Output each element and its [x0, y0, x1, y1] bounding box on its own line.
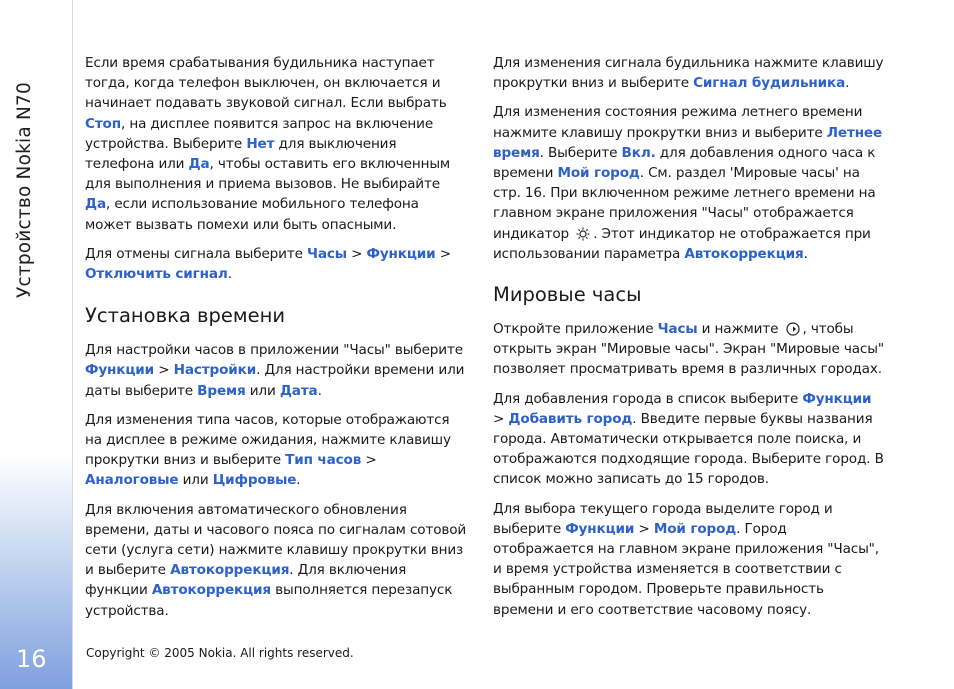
- menu-keyword: Автокоррекция: [151, 582, 272, 599]
- menu-keyword: Сигнал будильника: [693, 75, 846, 92]
- menu-keyword: Отключить сигнал: [85, 266, 228, 283]
- paragraph: Для включения автоматического обновления времени, даты и часового пояса по сигналам сотовой сети (услуга сети) нажмите клавишу прокрутки вниз и выберите Автокоррекция. Для включения функции Автокоррекция выполняется перезапуск устройства.: [85, 501, 467, 619]
- section-title: Устройство Nokia N70: [14, 82, 35, 298]
- sun-icon: [576, 227, 590, 241]
- menu-keyword: Часы: [657, 321, 698, 338]
- menu-keyword: Цифровые: [212, 472, 297, 489]
- menu-keyword: Автокоррекция: [170, 562, 290, 579]
- menu-keyword: Тип часов: [285, 452, 362, 469]
- menu-keyword: Мой город: [557, 165, 640, 182]
- menu-keyword: Дата: [279, 382, 318, 399]
- paragraph: Для изменения типа часов, которые отображаются на дисплее в режиме ожидания, нажмите клавишу прокрутки вниз и выберите Тип часов > Аналоговые или Цифровые.: [85, 411, 451, 489]
- menu-keyword: Нет: [246, 135, 275, 152]
- menu-keyword: Стоп: [85, 115, 121, 132]
- menu-keyword: Да: [85, 196, 106, 213]
- sidebar: [0, 0, 73, 689]
- menu-keyword: Мой город: [653, 520, 737, 537]
- paragraph: Для отмены сигнала выберите Часы > Функции > Отключить сигнал.: [85, 245, 451, 283]
- menu-keyword: Часы: [306, 245, 347, 262]
- joystick-right-icon: [786, 322, 800, 336]
- paragraph: Если время срабатывания будильника наступает тогда, когда телефон выключен, он включается и начинает подавать звуковой сигнал. Если выбрать Стоп, на дисплее появится запрос на включение устройства. Выберите Нет для выключения телефона или Да, чтобы оставить его включенным для выполнения и приема вызовов. Не выбирайте Да, если использование мобильного телефона может вызвать помехи или быть опасными.: [85, 55, 451, 233]
- left-column: [85, 53, 469, 630]
- paragraph: Для выбора текущего города выделите город и выберите Функции > Мой город. Город отображается на главном экране приложения "Часы", и время устройства изменяется в соответствии с выбранным городом. Проверьте правильность времени и его соответствие часовому поясу.: [493, 500, 879, 618]
- menu-keyword: Летнее время: [493, 124, 883, 161]
- page-number: 16: [16, 645, 47, 673]
- menu-keyword: Функции: [565, 520, 635, 537]
- paragraph: Для изменения сигнала будильника нажмите клавишу прокрутки вниз и выберите Сигнал будильника.: [493, 55, 884, 92]
- heading-world-clock: Мировые часы: [493, 283, 642, 307]
- copyright-footer: Copyright © 2005 Nokia. All rights reserved.: [86, 646, 354, 660]
- paragraph: Для настройки часов в приложении "Часы" выберите Функции > Настройки. Для настройки времени или даты выберите Время или Дата.: [85, 342, 465, 399]
- menu-keyword: Добавить город: [508, 410, 633, 427]
- menu-keyword: Аналоговые: [85, 472, 179, 489]
- menu-keyword: Функции: [85, 362, 155, 379]
- menu-keyword: Да: [188, 156, 210, 173]
- paragraph: Откройте приложение Часы и нажмите , чтобы открыть экран "Мировые часы". Экран "Мировые часы" позволяет просматривать время в различных городах.: [493, 321, 884, 378]
- menu-keyword: Время: [197, 382, 246, 399]
- right-column: [493, 53, 885, 629]
- heading-set-time: Установка времени: [85, 304, 286, 328]
- menu-keyword: Настройки: [173, 362, 257, 379]
- menu-keyword: Функции: [802, 390, 872, 407]
- menu-keyword: Вкл.: [621, 144, 656, 161]
- menu-keyword: Автокоррекция: [684, 245, 804, 262]
- menu-keyword: Функции: [366, 245, 436, 262]
- paragraph: Для изменения состояния режима летнего времени нажмите клавишу прокрутки вниз и выберите Летнее время. Выберите Вкл. для добавления одного часа к времени Мой город. См. раздел 'Мировые часы' на стр. 16. При включенном режиме летнего времени на главном экране приложения "Часы" отображается индикатор . Этот индикатор не отображается при использовании параметра Автокоррекция.: [493, 104, 883, 262]
- paragraph: Для добавления города в список выберите Функции > Добавить город. Введите первые буквы названия города. Автоматически открывается поле поиска, и отображаются подходящие города. Выберите город. В список можно записать до 15 городов.: [493, 390, 884, 488]
